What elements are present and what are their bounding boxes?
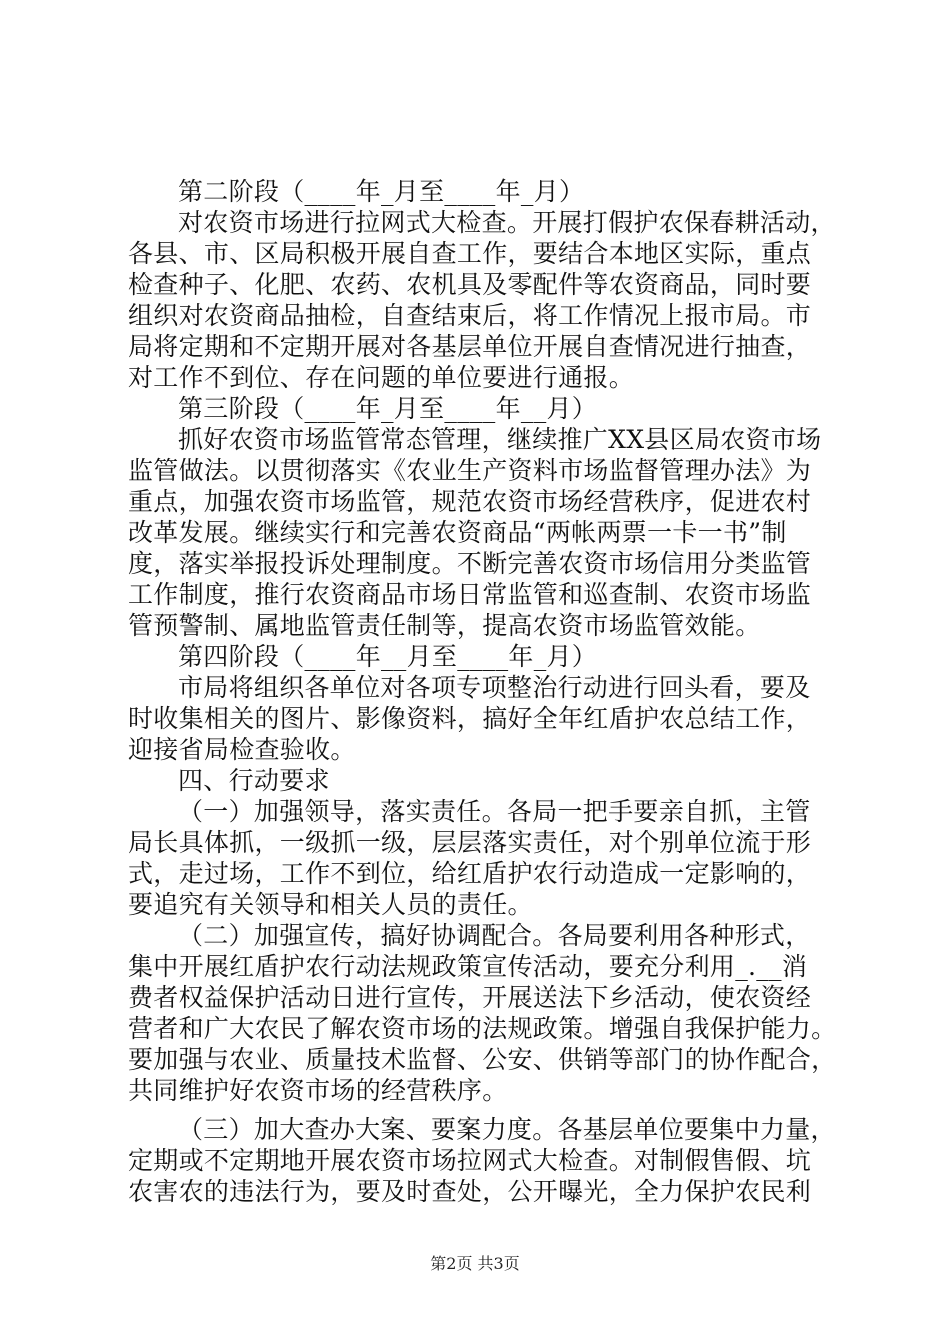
paragraph-line: （一）加强领导，落实责任。各局一把手要亲自抓，主管 [178,797,811,826]
paragraph-line: 对农资市场进行拉网式大检查。开展打假护农保春耕活动， [178,208,836,237]
stage-two-heading: 第二阶段（____年_月至____年_月） [178,177,585,206]
paragraph-line: 局长具体抓，一级抓一级，层层落实责任，对个别单位流于形 [128,828,812,857]
paragraph-line: 组织对农资商品抽检，自查结束后，将工作情况上报市局。市 [128,301,812,330]
paragraph-line: 集中开展红盾护农行动法规政策宣传活动，要充分利用_.__消 [128,952,808,981]
paragraph-line: 要加强与农业、质量技术监督、公安、供销等部门的协作配合， [128,1045,837,1074]
paragraph-line: 式，走过场，工作不到位，给红盾护农行动造成一定影响的， [128,859,812,888]
paragraph-line: 改革发展。继续实行和完善农资商品“两帐两票一卡一书”制 [128,518,787,547]
page-number: 第2页 共3页 [430,1254,520,1273]
paragraph-line: （二）加强宣传，搞好协调配合。各局要利用各种形式， [178,921,811,950]
stage-four-heading: 第四阶段（____年__月至____年_月） [178,642,598,671]
paragraph-line: 抓好农资市场监管常态管理，继续推广XX县区局农资市场 [178,425,822,454]
paragraph-line: 对工作不到位、存在问题的单位要进行通报。 [128,363,635,392]
paragraph-line: 农害农的违法行为，要及时查处，公开曝光，全力保护农民利 [128,1177,812,1206]
paragraph-line: 时收集相关的图片、影像资料，搞好全年红盾护农总结工作， [128,704,812,733]
paragraph-line: 管预警制、属地监管责任制等，提高农资市场监管效能。 [128,611,761,640]
paragraph-line: 检查种子、化肥、农药、农机具及零配件等农资商品，同时要 [128,270,812,299]
paragraph-line: 要追究有关领导和相关人员的责任。 [128,890,533,919]
paragraph-line: 重点，加强农资市场监管，规范农资市场经营秩序，促进农村 [128,487,812,516]
paragraph-line: 市局将组织各单位对各项专项整治行动进行回头看，要及 [178,673,811,702]
paragraph-line: 定期或不定期地开展农资市场拉网式大检查。对制假售假、坑 [128,1146,812,1175]
paragraph-line: 监管做法。以贯彻落实《农业生产资料市场监督管理办法》为 [128,456,812,485]
paragraph-line: 费者权益保护活动日进行宣传，开展送法下乡活动，使农资经 [128,983,812,1012]
paragraph-line: 工作制度，推行农资商品市场日常监管和巡查制、农资市场监 [128,580,812,609]
paragraph-line: （三）加大查办大案、要案力度。各基层单位要集中力量， [178,1115,836,1144]
paragraph-line: 度，落实举报投诉处理制度。不断完善农资市场信用分类监管 [128,549,812,578]
stage-three-heading: 第三阶段（____年_月至____年__月） [178,394,598,423]
paragraph-line: 各县、市、区局积极开展自查工作，要结合本地区实际，重点 [128,239,812,268]
paragraph-line: 局将定期和不定期开展对各基层单位开展自查情况进行抽查， [128,332,812,361]
paragraph-line: 迎接省局检查验收。 [128,735,356,764]
document-body [128,176,837,1207]
section-heading: 四、行动要求 [178,766,330,795]
paragraph-line: 营者和广大农民了解农资市场的法规政策。增强自我保护能力。 [128,1014,837,1043]
paragraph-line: 共同维护好农资市场的经营秩序。 [128,1076,508,1105]
